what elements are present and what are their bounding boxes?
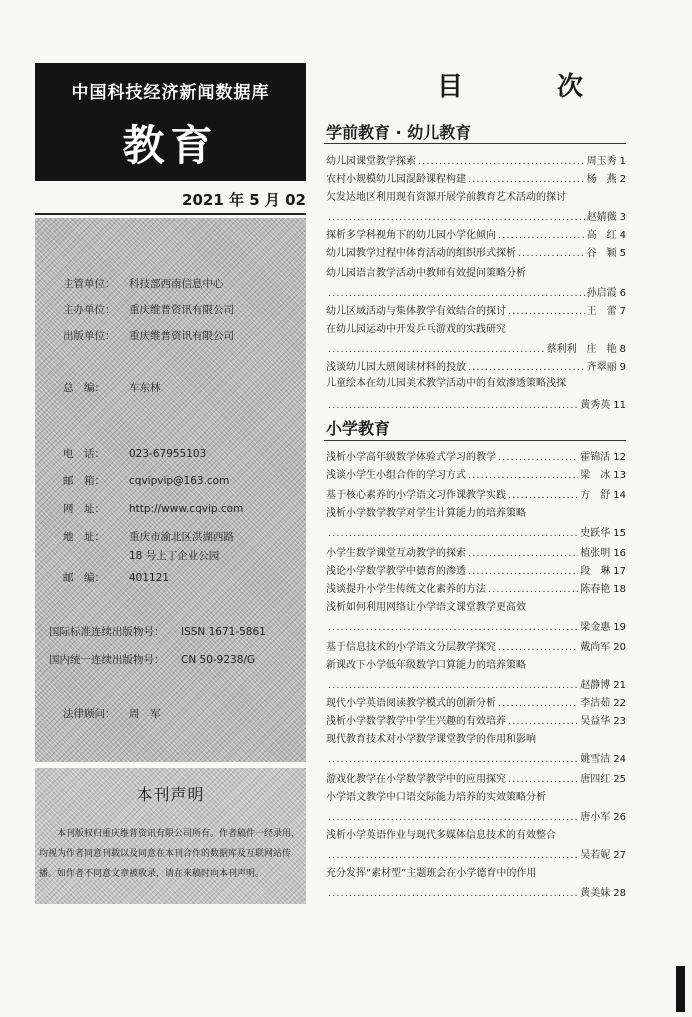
toc-entry xyxy=(326,284,626,300)
entry-title: 幼儿园课堂教学探索 xyxy=(326,156,416,167)
toc-entry xyxy=(326,396,626,412)
legal-value: 周 军 xyxy=(129,708,161,720)
entry-author: 赵静博 xyxy=(580,680,611,691)
entry-title: 在幼儿园运动中开发乒乓游戏的实践研究 xyxy=(326,324,506,335)
host-label: 主办单位： xyxy=(63,304,116,316)
entry-page: 2 xyxy=(619,174,626,185)
entry-page: 24 xyxy=(613,754,626,765)
postcode-label: 邮 编： xyxy=(63,572,105,584)
dot-leader xyxy=(328,680,578,691)
toc-entry xyxy=(326,358,626,374)
notice-text: 本刊版权归重庆维普资讯有限公司所有。作者稿件一经录用，均视为作者同意刊载以及同意在本刊合作的数据库及互联网站传播。如作者不同意文章被收录，请在来稿时向本刊声明。 xyxy=(39,829,301,879)
phone-label: 电 话： xyxy=(63,448,105,460)
dot-leader xyxy=(468,548,578,559)
cn-label: 国内统一连续出版物号： xyxy=(49,654,165,666)
toc-entry xyxy=(326,676,626,692)
host-value: 重庆维普资讯有限公司 xyxy=(129,304,234,316)
dot-leader xyxy=(508,490,578,501)
entry-page: 15 xyxy=(613,528,626,539)
entry-author: 段 琳 xyxy=(580,566,611,577)
toc-entry xyxy=(326,544,626,560)
toc-title: 目 次 xyxy=(437,72,618,102)
entry-author: 霍锦活 xyxy=(580,452,611,463)
dot-leader xyxy=(328,528,578,539)
dot-leader xyxy=(468,566,578,577)
entry-title: 浅析小学英语作业与现代多媒体信息技术的有效整合 xyxy=(326,830,556,841)
toc-entry xyxy=(326,808,626,824)
address-line1: 重庆市渝北区洪湖西路 xyxy=(129,531,234,543)
entry-title: 探析多学科视角下的幼儿园小学化倾向 xyxy=(326,230,496,241)
entry-title: 幼儿区域活动与集体教学有效结合的探讨 xyxy=(326,306,506,317)
entry-page: 9 xyxy=(619,362,626,373)
website-label: 网 址： xyxy=(63,503,105,515)
entry-title: 农村小规模幼儿园混龄课程构建 xyxy=(326,174,466,185)
entry-author: 齐翠丽 xyxy=(586,362,617,373)
toc-entry xyxy=(326,524,626,540)
toc-entry xyxy=(326,244,626,260)
toc-entry xyxy=(326,170,626,186)
entry-author: 陈春艳 xyxy=(580,584,611,595)
database-name: 中国科技经济新闻数据库 xyxy=(71,83,270,103)
entry-page: 8 xyxy=(619,344,626,355)
dot-leader xyxy=(328,888,578,899)
toc-entry xyxy=(326,884,626,900)
entry-page: 16 xyxy=(613,548,626,559)
entry-page: 6 xyxy=(619,288,626,299)
entry-author: 周玉秀 xyxy=(586,156,617,167)
entry-author: 姚雪洁 xyxy=(580,754,611,765)
notice-panel xyxy=(35,768,306,904)
toc-entry xyxy=(326,618,626,634)
toc-entry xyxy=(326,638,626,654)
entry-page: 20 xyxy=(613,642,626,653)
entry-author: 赵婧薇 xyxy=(586,212,617,223)
issn-value: ISSN 1671-5861 xyxy=(181,626,266,638)
sponsor-row xyxy=(63,276,224,291)
toc-entry xyxy=(326,712,626,728)
scan-edge-bar xyxy=(676,966,685,1012)
entry-title: 浅谈幼儿园大班阅读材料的投放 xyxy=(326,362,466,373)
entry-author: 史跃华 xyxy=(580,528,611,539)
entry-page: 11 xyxy=(613,400,626,411)
entry-page: 25 xyxy=(613,774,626,785)
postcode-value: 401121 xyxy=(129,572,170,584)
entry-author: 梁金惠 xyxy=(580,622,611,633)
section-heading: 小学教育 xyxy=(326,419,391,438)
section-heading: 学前教育 · 幼儿教育 xyxy=(326,123,472,142)
toc-entry xyxy=(326,448,626,464)
entry-title: 基于核心素养的小学语文习作课教学实践 xyxy=(326,490,506,501)
publication-info-panel xyxy=(35,218,306,762)
dot-leader xyxy=(468,362,585,373)
entry-page: 18 xyxy=(613,584,626,595)
issn-label: 国际标准连续出版物号： xyxy=(49,626,165,638)
entry-page: 17 xyxy=(613,566,626,577)
dot-leader xyxy=(498,230,585,241)
dot-leader xyxy=(488,584,578,595)
entry-author: 杨 燕 xyxy=(586,174,617,185)
entry-title: 小学生数学课堂互动教学的探索 xyxy=(326,548,466,559)
dot-leader xyxy=(328,812,578,823)
address-row xyxy=(63,529,234,544)
dot-leader xyxy=(328,344,545,355)
entry-title: 浅析小学高年级数学体验式学习的教学 xyxy=(326,452,496,463)
phone-row xyxy=(63,446,206,461)
entry-page: 26 xyxy=(613,812,626,823)
entry-title: 幼儿园教学过程中体育活动的组织形式探析 xyxy=(326,248,516,259)
toc-entry xyxy=(326,226,626,242)
dot-leader xyxy=(468,470,578,481)
dot-leader xyxy=(328,850,578,861)
entry-page: 22 xyxy=(613,698,626,709)
entry-author: 唐小军 xyxy=(580,812,611,823)
toc-entry xyxy=(326,152,626,168)
toc-entry xyxy=(326,580,626,596)
toc-entry xyxy=(326,750,626,766)
email-value: cqvipvip@163.com xyxy=(129,475,230,487)
address-label: 地 址： xyxy=(63,531,105,543)
entry-page: 21 xyxy=(613,680,626,691)
magazine-title: 教育 xyxy=(122,121,219,170)
dot-leader xyxy=(498,452,578,463)
masthead xyxy=(35,63,306,181)
website-value: http://www.cqvip.com xyxy=(129,503,244,515)
entry-title: 浅析如何利用网络让小学语文课堂教学更高效 xyxy=(326,602,526,613)
dot-leader xyxy=(498,642,578,653)
entry-page: 4 xyxy=(619,230,626,241)
entry-page: 3 xyxy=(619,212,626,223)
dot-leader xyxy=(518,248,585,259)
email-row xyxy=(63,473,229,488)
dot-leader xyxy=(498,698,578,709)
cn-row xyxy=(49,652,255,667)
entry-author: 吴若妮 xyxy=(580,850,611,861)
entry-title: 欠发达地区利用现有资源开展学前教育艺术活动的探讨 xyxy=(326,192,566,203)
toc-entry xyxy=(326,770,626,786)
entry-author: 李洁茹 xyxy=(580,698,611,709)
website-row xyxy=(63,501,243,516)
entry-author: 王 蕾 xyxy=(586,306,617,317)
masthead-rule xyxy=(35,213,306,215)
entry-page: 13 xyxy=(613,470,626,481)
entry-title: 现代小学英语阅读教学模式的创新分析 xyxy=(326,698,496,709)
publisher-row xyxy=(63,328,234,343)
section-divider xyxy=(324,440,626,441)
entry-author: 唐四红 xyxy=(580,774,611,785)
entry-title: 浅论小学数学教学中德育的渗透 xyxy=(326,566,466,577)
entry-title: 游戏化教学在小学数学教学中的应用探究 xyxy=(326,774,506,785)
issn-row xyxy=(49,624,266,639)
entry-author: 谷 颖 xyxy=(586,248,617,259)
toc-entry xyxy=(326,562,626,578)
toc-entry xyxy=(326,486,626,502)
dot-leader xyxy=(328,400,578,411)
entry-author: 戴尚军 xyxy=(580,642,611,653)
publisher-value: 重庆维普资讯有限公司 xyxy=(129,330,234,342)
legal-row xyxy=(63,706,161,721)
entry-author: 高 红 xyxy=(586,230,617,241)
publisher-label: 出版单位： xyxy=(63,330,116,342)
entry-title: 浅谈提升小学生传统文化素养的方法 xyxy=(326,584,486,595)
toc-entry xyxy=(326,340,626,356)
legal-label: 法律顾问： xyxy=(63,708,116,720)
entry-page: 23 xyxy=(613,716,626,727)
entry-author: 孙启霞 xyxy=(586,288,617,299)
entry-page: 5 xyxy=(619,248,626,259)
entry-title: 小学语文教学中口语交际能力培养的实效策略分析 xyxy=(326,792,546,803)
sponsor-label: 主管单位： xyxy=(63,278,116,290)
sponsor-value: 科技部西南信息中心 xyxy=(129,278,224,290)
email-label: 邮 箱： xyxy=(63,475,105,487)
entry-page: 14 xyxy=(613,490,626,501)
entry-title: 浅析小学数学教学对学生计算能力的培养策略 xyxy=(326,508,526,519)
entry-page: 7 xyxy=(619,306,626,317)
host-row xyxy=(63,302,234,317)
cn-value: CN 50-9238/G xyxy=(181,654,256,666)
entry-author: 黄秀英 xyxy=(580,400,611,411)
postcode-row xyxy=(63,570,169,585)
entry-page: 27 xyxy=(613,850,626,861)
entry-author: 黄美妹 xyxy=(580,888,611,899)
entry-title: 幼儿园语言教学活动中教师有效提问策略分析 xyxy=(326,268,526,279)
entry-page: 1 xyxy=(619,156,626,167)
editor-label: 总 编： xyxy=(63,382,105,394)
entry-title: 充分发挥“素材型”主题班会在小学德育中的作用 xyxy=(326,868,537,879)
toc-entry xyxy=(326,208,626,224)
entry-author: 方 舒 xyxy=(580,490,611,501)
dot-leader xyxy=(418,156,585,167)
dot-leader xyxy=(508,306,585,317)
address-line2: 18 号上丁企业公园 xyxy=(129,550,220,562)
entry-page: 19 xyxy=(613,622,626,633)
issue-date: 2021 年 5 月 02 xyxy=(182,191,306,209)
entry-author: 梁 冰 xyxy=(580,470,611,481)
entry-title: 儿童绘本在幼儿园美术教学活动中的有效渗透策略浅探 xyxy=(326,378,566,389)
dot-leader xyxy=(328,212,585,223)
entry-title: 浅析小学数学教学中学生兴趣的有效培养 xyxy=(326,716,506,727)
dot-leader xyxy=(508,774,578,785)
entry-title: 浅谈小学生小组合作的学习方式 xyxy=(326,470,466,481)
entry-page: 28 xyxy=(613,888,626,899)
entry-author: 吴益华 xyxy=(580,716,611,727)
entry-author: 植张明 xyxy=(580,548,611,559)
entry-page: 12 xyxy=(613,452,626,463)
entry-title: 现代教育技术对小学数学课堂教学的作用和影响 xyxy=(326,734,536,745)
dot-leader xyxy=(328,754,578,765)
dot-leader xyxy=(328,622,578,633)
dot-leader xyxy=(328,288,585,299)
toc-entry xyxy=(326,466,626,482)
entry-title: 基于信息技术的小学语文分层教学探究 xyxy=(326,642,496,653)
toc-entry xyxy=(326,694,626,710)
phone-value: 023-67955103 xyxy=(129,448,207,460)
entry-title: 新课改下小学低年级数学口算能力的培养策略 xyxy=(326,660,526,671)
editor-row xyxy=(63,380,161,395)
toc-entry xyxy=(326,302,626,318)
entry-author: 蔡利利 庄 艳 xyxy=(546,344,617,355)
editor-value: 车东林 xyxy=(129,382,161,394)
dot-leader xyxy=(508,716,578,727)
toc-entry xyxy=(326,846,626,862)
dot-leader xyxy=(468,174,585,185)
notice-title: 本刊声明 xyxy=(136,785,205,804)
section-divider xyxy=(324,143,626,144)
